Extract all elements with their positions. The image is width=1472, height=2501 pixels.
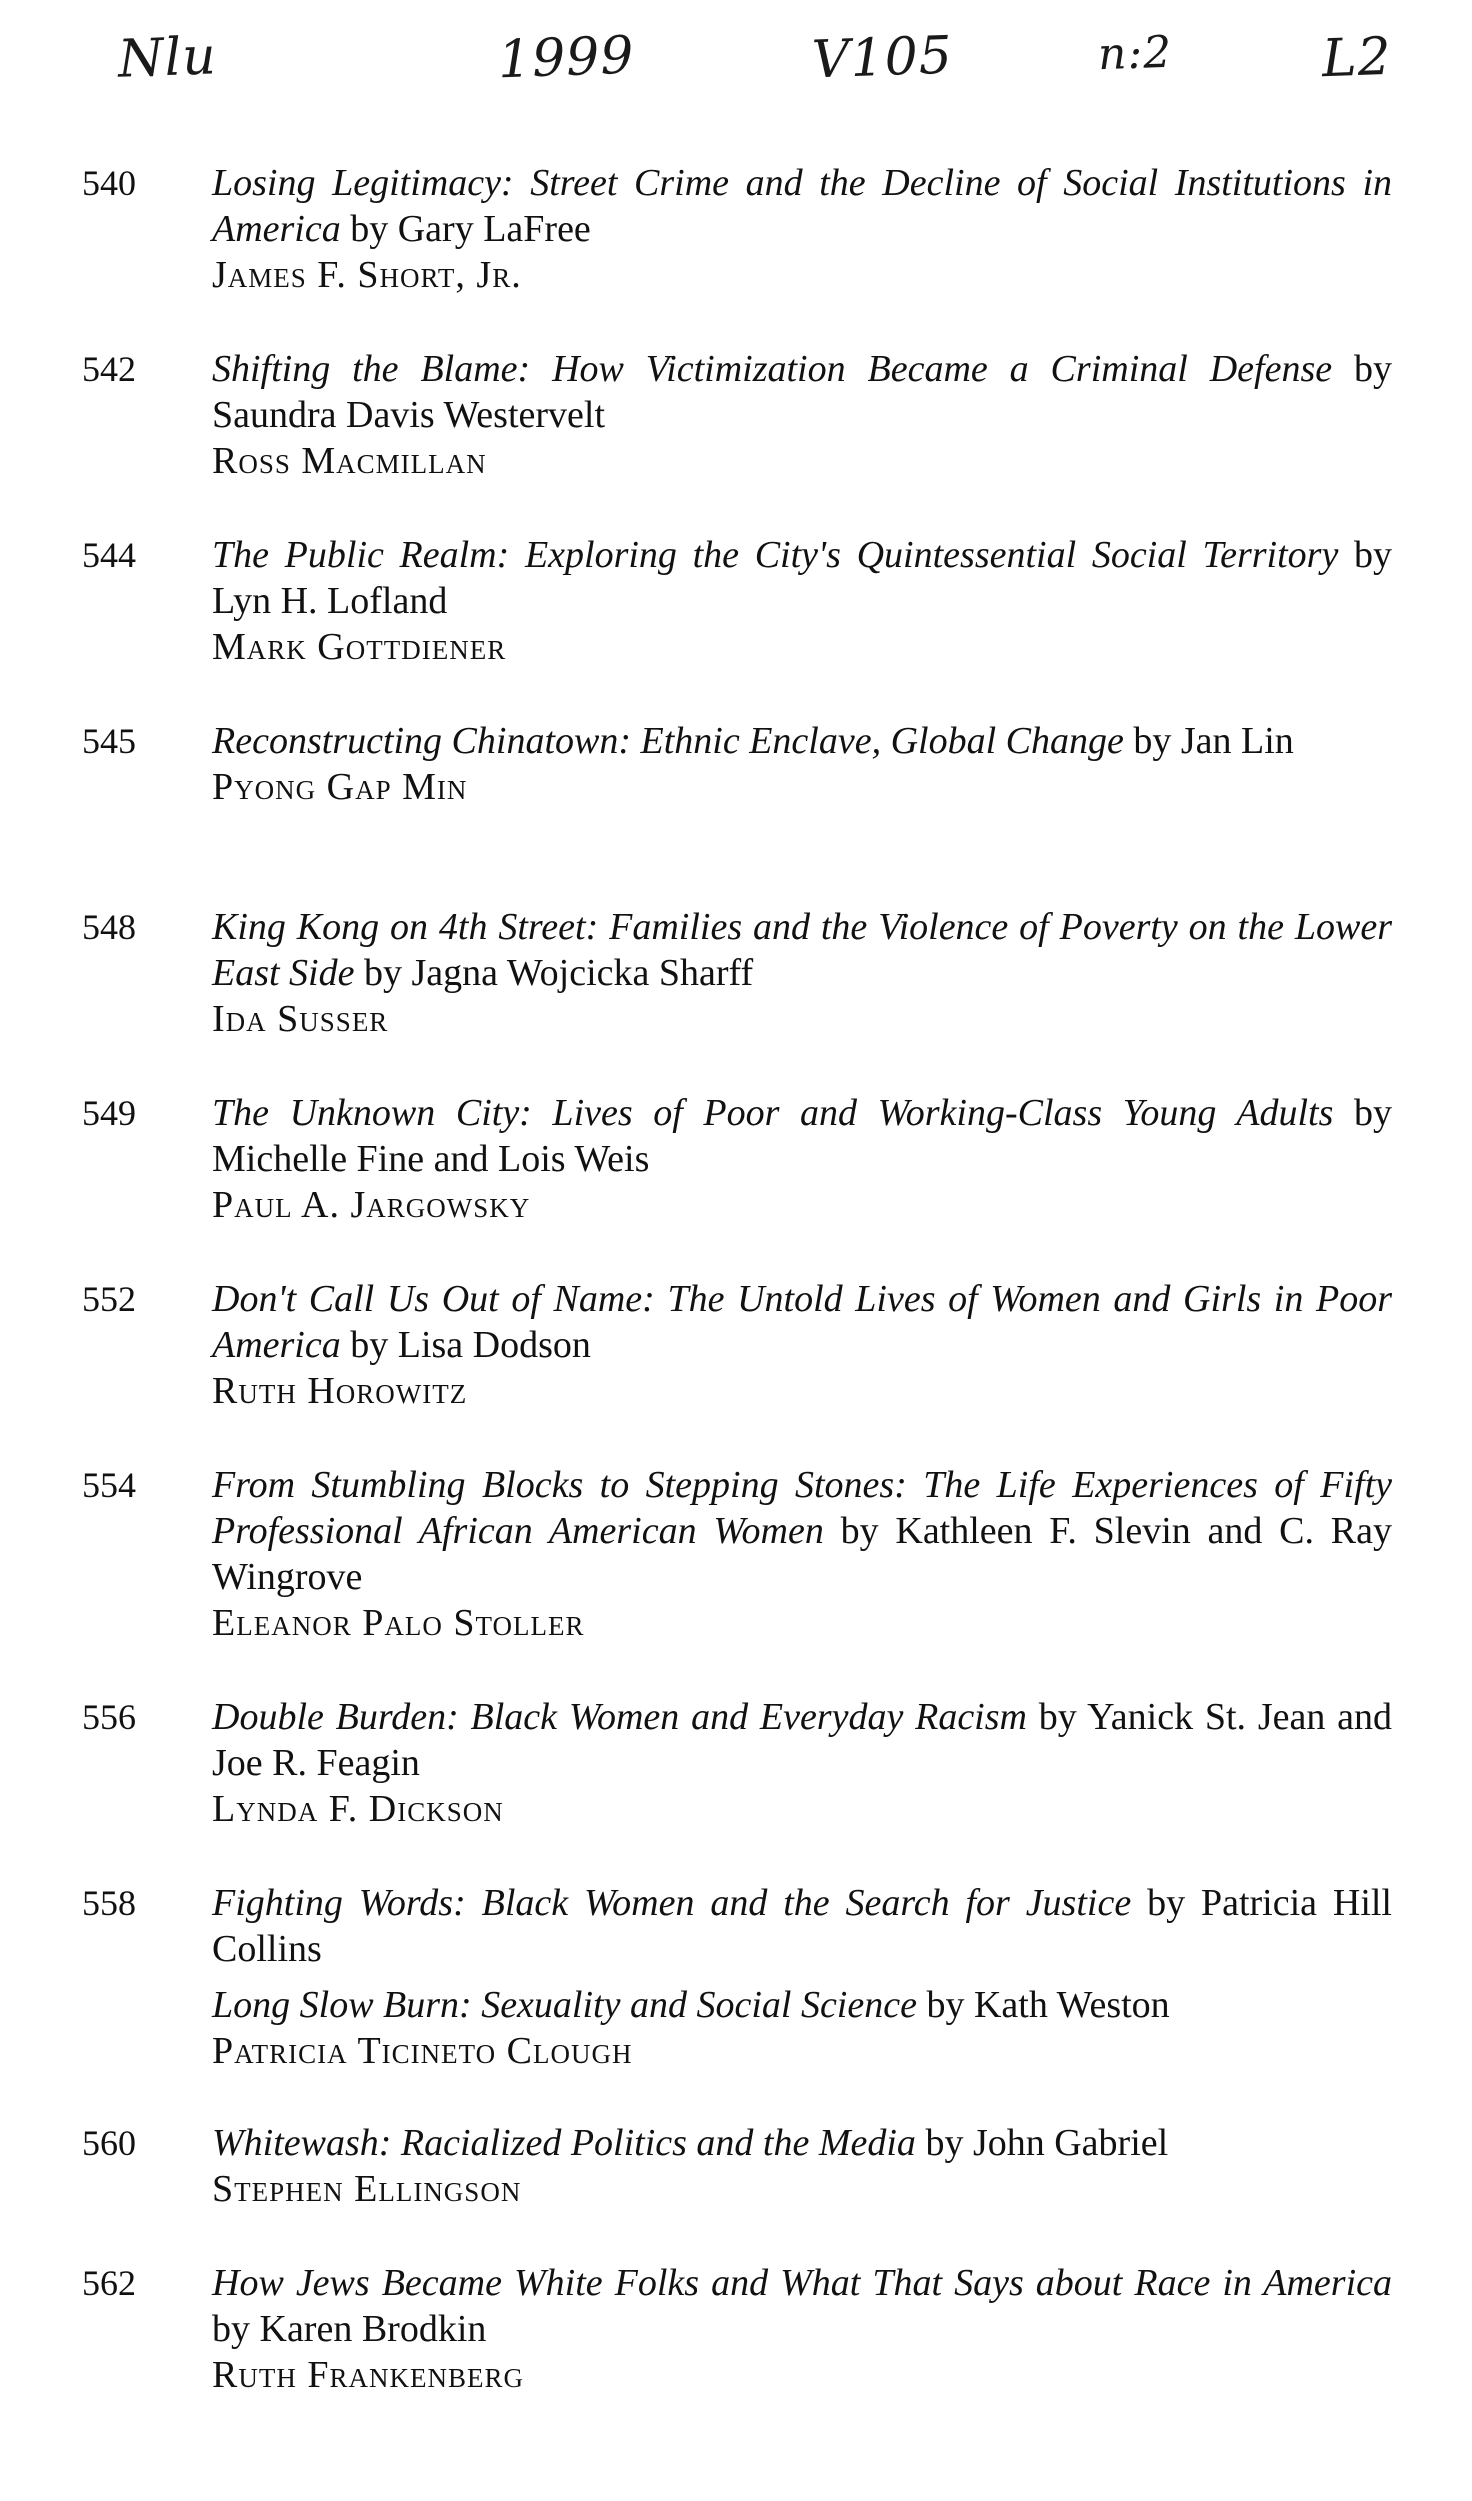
page-number: 552	[82, 1279, 136, 1319]
handwritten-note: 1999	[496, 25, 636, 91]
book-title: The Public Realm: Exploring the City's Quintessential Social Territory	[212, 534, 1339, 576]
handwritten-note: V105	[810, 25, 954, 91]
page-number: 544	[82, 535, 136, 575]
book-author: by Karen Brodkin	[212, 2308, 487, 2350]
reviewer-name: Stephen Ellingson	[212, 2168, 522, 2210]
reviewer-name: James F. Short, Jr.	[212, 254, 522, 296]
reviewer-name: Ruth Frankenberg	[212, 2354, 524, 2396]
book-citation	[212, 346, 1392, 438]
page-number: 540	[82, 163, 136, 203]
book-citation	[212, 1982, 1392, 2028]
entry-body	[212, 1880, 1392, 2074]
book-citation	[212, 160, 1392, 252]
book-citation	[212, 718, 1392, 764]
book-title: The Unknown City: Lives of Poor and Working-Class Young Adults	[212, 1092, 1334, 1134]
book-author: by Jan Lin	[1133, 720, 1294, 762]
entry-body	[212, 1090, 1392, 1228]
entry-body	[212, 904, 1392, 1042]
handwritten-annotation	[0, 0, 1472, 120]
reviewer-name: Eleanor Palo Stoller	[212, 1602, 585, 1644]
reviewer-name: Mark Gottdiener	[212, 626, 507, 668]
page-number: 542	[82, 349, 136, 389]
book-title: Long Slow Burn: Sexuality and Social Science	[212, 1984, 917, 2026]
reviewer-name: Patricia Ticineto Clough	[212, 2030, 633, 2072]
book-author: by Yanick St. Jean and Joe R. Feagin	[212, 1696, 1392, 1784]
book-author: by John Gabriel	[925, 2122, 1169, 2164]
book-citation	[212, 1090, 1392, 1182]
page-number: 562	[82, 2263, 136, 2303]
book-title: Shifting the Blame: How Victimization Became a Criminal Defense	[212, 348, 1333, 390]
book-citation	[212, 1462, 1392, 1600]
reviewer-name: Paul A. Jargowsky	[212, 1184, 531, 1226]
entry-body	[212, 532, 1392, 670]
handwritten-note: Nlu	[116, 26, 218, 90]
book-citation	[212, 904, 1392, 996]
book-citation	[212, 1880, 1392, 1972]
book-author: by Michelle Fine and Lois Weis	[212, 1092, 1393, 1180]
book-citation	[212, 2120, 1392, 2166]
page-number: 556	[82, 1697, 136, 1737]
entry-body	[212, 1694, 1392, 1832]
book-citation	[212, 2260, 1392, 2352]
book-author: by Kath Weston	[926, 1984, 1170, 2026]
book-author: by Gary LaFree	[350, 208, 591, 250]
book-author: by Lisa Dodson	[350, 1324, 591, 1366]
book-title: Reconstructing Chinatown: Ethnic Enclave, Global Change	[212, 720, 1124, 762]
book-citation	[212, 1276, 1392, 1368]
handwritten-note: n:2	[1097, 26, 1174, 81]
entry-body	[212, 1276, 1392, 1414]
page-number: 549	[82, 1093, 136, 1133]
reviewer-name: Ida Susser	[212, 998, 389, 1040]
reviewer-name: Lynda F. Dickson	[212, 1788, 504, 1830]
book-citation	[212, 532, 1392, 624]
reviewer-name: Ross Macmillan	[212, 440, 487, 482]
handwritten-note: L2	[1320, 26, 1393, 90]
entry-body	[212, 346, 1392, 484]
page-number: 545	[82, 721, 136, 761]
entry-body	[212, 2120, 1392, 2212]
book-title: Fighting Words: Black Women and the Search for Justice	[212, 1882, 1132, 1924]
entry-body	[212, 718, 1392, 810]
page-number: 554	[82, 1465, 136, 1505]
book-title: Don't Call Us Out of Name: The Untold Lives of Women and Girls in Poor America	[212, 1278, 1392, 1366]
book-author: by Lyn H. Lofland	[212, 534, 1392, 622]
book-author: by Patricia Hill Collins	[212, 1882, 1392, 1970]
book-author: by Kathleen F. Slevin and C. Ray Wingrove	[212, 1510, 1392, 1598]
entry-body	[212, 160, 1392, 298]
page-number: 560	[82, 2123, 136, 2163]
book-title: Double Burden: Black Women and Everyday Racism	[212, 1696, 1027, 1738]
book-author: by Jagna Wojcicka Sharff	[363, 952, 754, 994]
book-author: by Saundra Davis Westervelt	[212, 348, 1392, 436]
book-title: From Stumbling Blocks to Stepping Stones: The Life Experiences of Fifty Professional African American Women	[212, 1464, 1392, 1552]
page-number: 558	[82, 1883, 136, 1923]
book-title: Whitewash: Racialized Politics and the Media	[212, 2122, 916, 2164]
reviewer-name: Pyong Gap Min	[212, 766, 468, 808]
reviewer-name: Ruth Horowitz	[212, 1370, 468, 1412]
book-title: How Jews Became White Folks and What That Says about Race in America	[212, 2262, 1392, 2304]
entry-body	[212, 2260, 1392, 2398]
book-title: King Kong on 4th Street: Families and the Violence of Poverty on the Lower East Side	[212, 906, 1392, 994]
book-citation	[212, 1694, 1392, 1786]
page-number: 548	[82, 907, 136, 947]
entry-body	[212, 1462, 1392, 1646]
book-title: Losing Legitimacy: Street Crime and the Decline of Social Institutions in America	[212, 162, 1392, 250]
